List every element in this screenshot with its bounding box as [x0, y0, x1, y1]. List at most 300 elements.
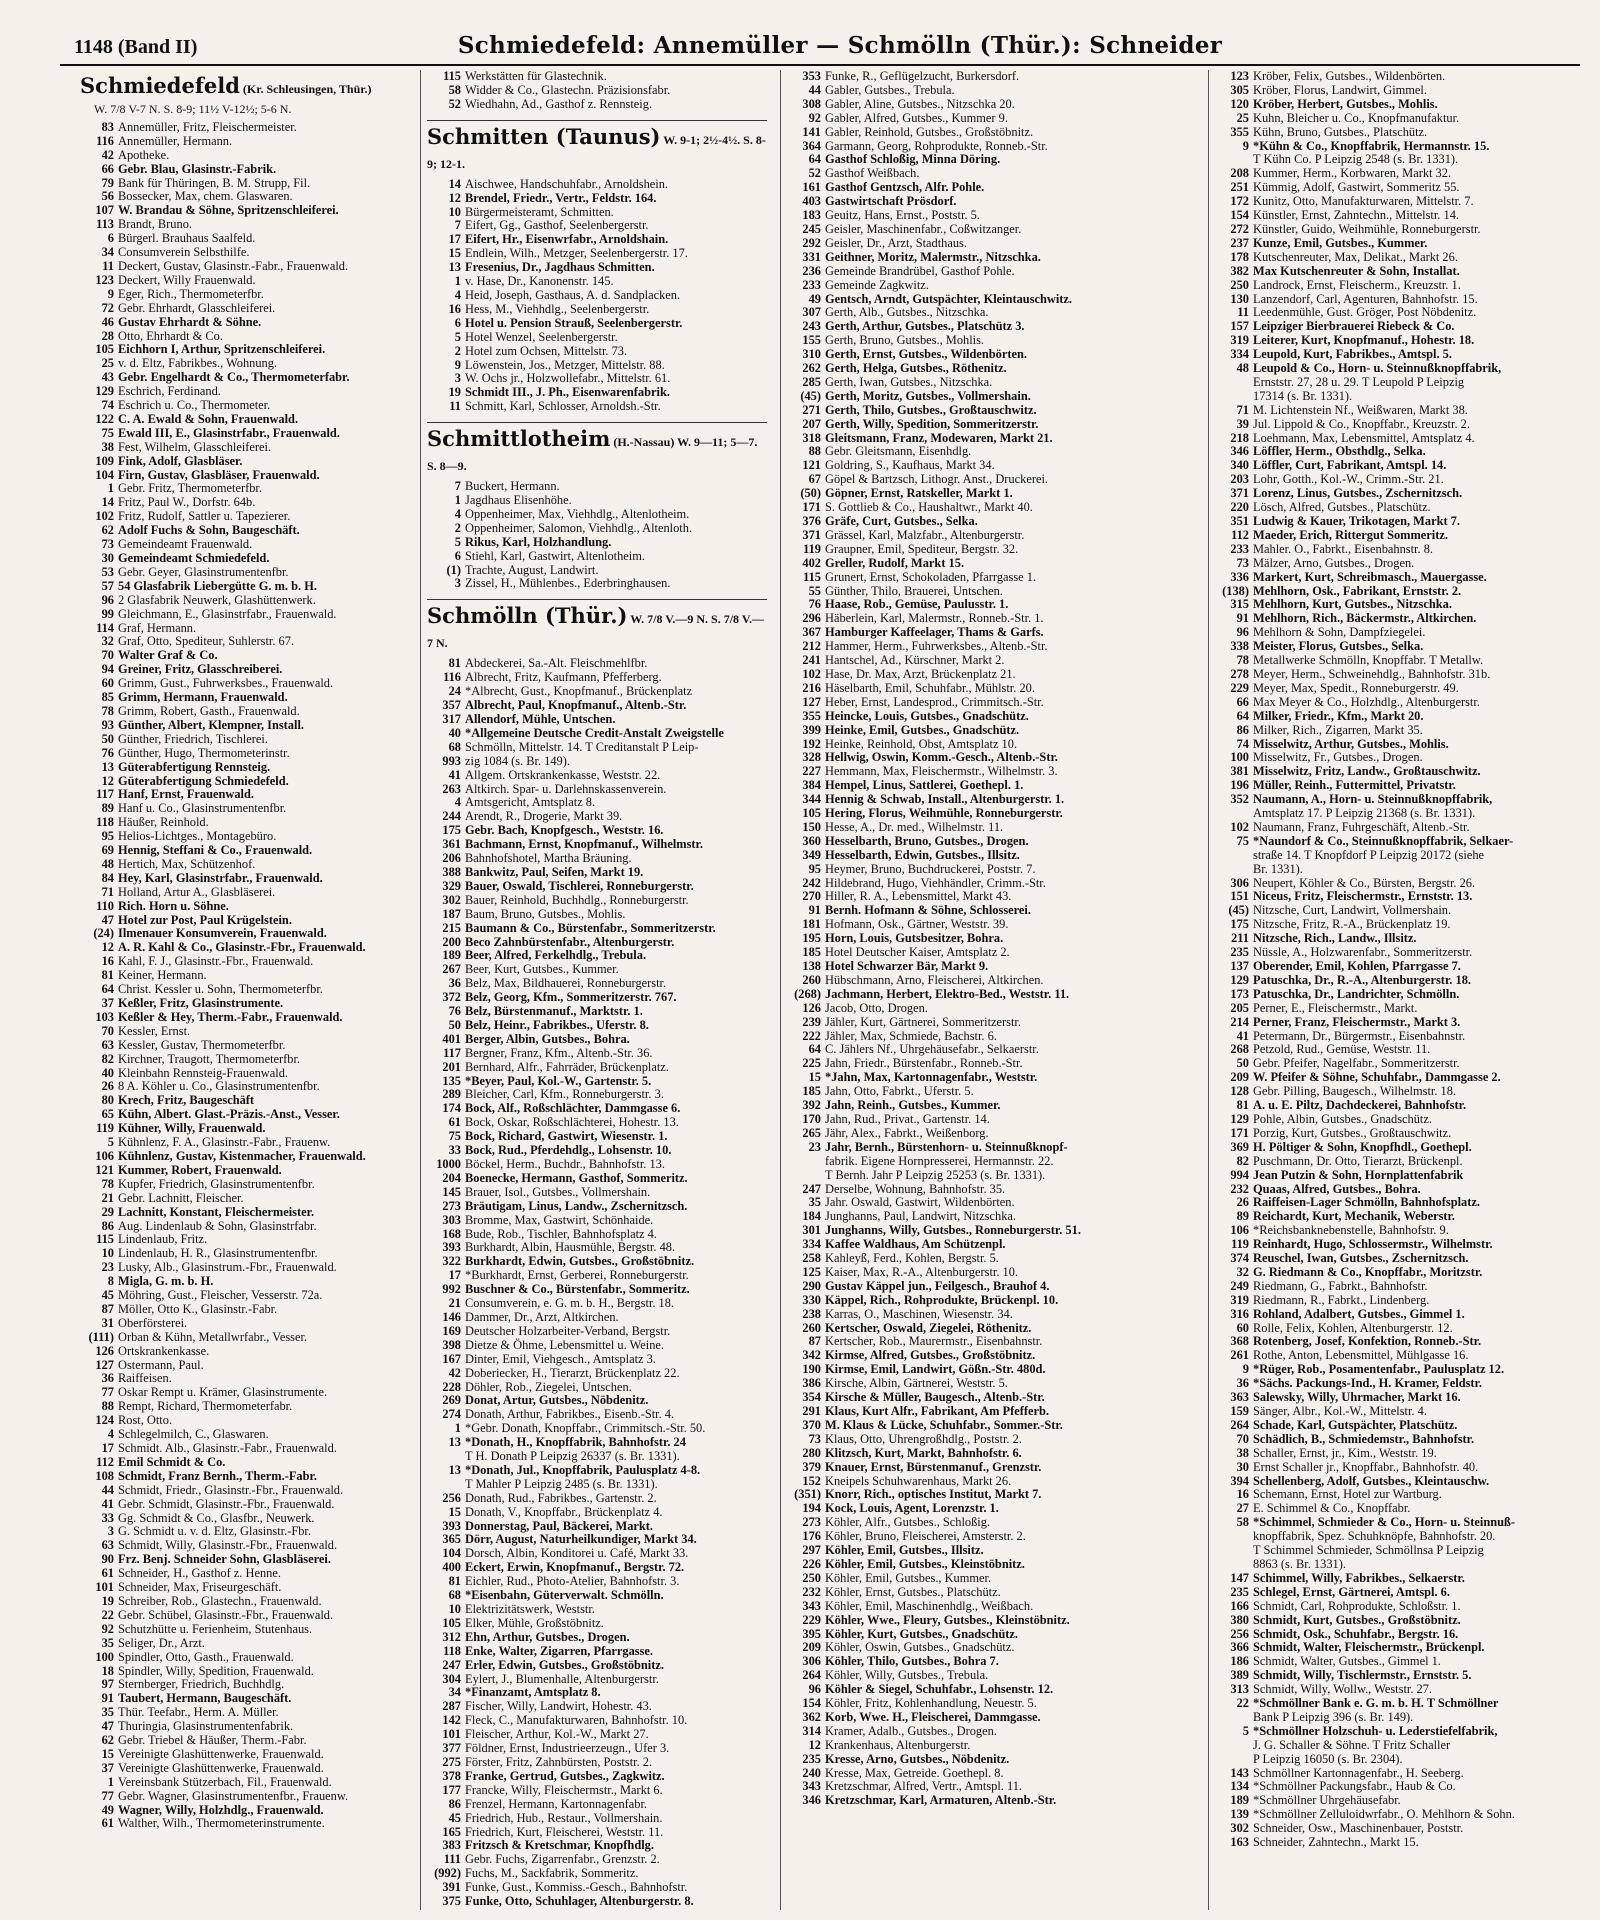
- list-item: [80, 455, 410, 469]
- list-item: [1215, 1628, 1581, 1642]
- entry-text: Landrock, Ernst, Fleischerm., Kreuzstr. 1.: [1253, 277, 1461, 292]
- entry-text: Schmitt, Karl, Schlosser, Arnoldsh.-Str.: [465, 399, 661, 414]
- phone-number: 58: [1236, 1515, 1249, 1530]
- phone-number: 12: [808, 1737, 821, 1752]
- phone-number: 121: [95, 1162, 114, 1177]
- phone-number: 30: [101, 551, 114, 565]
- entry-text: Hertich, Max, Schützenhof.: [118, 856, 256, 871]
- list-item: [427, 699, 767, 713]
- list-item: [787, 710, 1197, 724]
- list-item: [787, 724, 1197, 738]
- entry-text: Gemeinde Brandrübel, Gasthof Pohle.: [825, 263, 1015, 278]
- list-item: [427, 796, 767, 810]
- list-item: [80, 1053, 410, 1067]
- list-item: [427, 386, 767, 400]
- entry-text: Gerth, Bruno, Gutsbes., Mohlis.: [825, 333, 985, 348]
- entry-text: Gerth, Iwan, Gutsbes., Nitzschka.: [825, 374, 993, 389]
- entry-text: Kunitz, Otto, Manufakturwaren, Mittelstr. 7.: [1253, 194, 1474, 209]
- phone-number: 63: [101, 1037, 114, 1052]
- phone-number: 163: [1230, 1835, 1249, 1850]
- list-item: [427, 1770, 767, 1784]
- list-item: [1215, 1753, 1581, 1767]
- list-item: [1215, 432, 1581, 446]
- phone-number: 375: [442, 1894, 461, 1909]
- entry-text: Eschrich u. Co., Thermometer.: [118, 398, 271, 413]
- list-item: [1215, 765, 1581, 779]
- phone-number: 206: [442, 851, 461, 866]
- list-item: [80, 1817, 410, 1831]
- entry-text: Gebr. Pilling, Baugesch., Wilhelmstr. 18.: [1253, 1084, 1457, 1099]
- entry-text: Bleicher, Carl, Kfm., Ronneburgerstr. 3.: [465, 1087, 664, 1102]
- list-item: [427, 685, 767, 699]
- section-town-name: Schmiedefeld: [80, 73, 240, 98]
- list-item: [1215, 1308, 1581, 1322]
- list-item: [427, 494, 767, 508]
- phone-number: 91: [808, 903, 821, 918]
- phone-number: 71: [101, 884, 114, 899]
- phone-number: 49: [808, 291, 821, 306]
- phone-number: 208: [1230, 166, 1249, 181]
- entry-text: Kröber, Florus, Landwirt, Gimmel.: [1253, 82, 1427, 97]
- phone-number: 111: [443, 1852, 461, 1867]
- entry-text: *Naundorf & Co., Steinnußknopffabrik, Selkaer-: [1253, 833, 1514, 848]
- entry-text: Eschrich, Ferdinand.: [118, 384, 221, 399]
- phone-number: 3: [107, 1524, 114, 1539]
- list-item: [80, 1428, 410, 1442]
- entry-text: Milker, Friedr., Kfm., Markt 20.: [1253, 708, 1424, 723]
- phone-number: 170: [802, 1111, 821, 1126]
- list-item: [427, 192, 767, 206]
- list-item: [787, 821, 1197, 835]
- phone-number: 91: [101, 1691, 114, 1706]
- entry-text: Eichhorn I, Arthur, Spritzenschleiferei.: [118, 342, 326, 357]
- entry-text: knopffabrik, Spez. Schuhknöpfe, Bahnhofstr. 20.: [1253, 1529, 1496, 1544]
- list-item: [427, 1367, 767, 1381]
- phone-number: 313: [1230, 1682, 1249, 1697]
- phone-number: 377: [442, 1741, 461, 1756]
- entry-text: Firn, Gustav, Glasbläser, Frauenwald.: [118, 467, 320, 482]
- list-item: [80, 1553, 410, 1567]
- phone-number: 66: [101, 161, 114, 176]
- phone-number: 145: [442, 1184, 461, 1199]
- list-item: [1215, 390, 1581, 404]
- list-item: [1215, 1002, 1581, 1016]
- list-item: [427, 1895, 767, 1909]
- list-item: [787, 557, 1197, 571]
- phone-number: 6: [454, 548, 461, 563]
- phone-number: 70: [101, 648, 114, 663]
- entry-text: Gebr. Fuchs, Zigarrenfabr., Grenzstr. 2.: [465, 1852, 660, 1867]
- phone-number: 334: [1230, 347, 1249, 362]
- list-item: [427, 400, 767, 414]
- list-item: [787, 84, 1197, 98]
- entry-text: Schmidt, Willy, Wollw., Weststr. 27.: [1253, 1682, 1433, 1697]
- phone-number: 13: [448, 1435, 461, 1450]
- phone-number: 43: [101, 370, 114, 385]
- entry-text: Enke, Walter, Zigarren, Pfarrgasse.: [465, 1643, 654, 1658]
- entry-text: Schneider, H., Gasthof z. Henne.: [118, 1566, 281, 1581]
- entry-text: Donnerstag, Paul, Bäckerei, Markt.: [465, 1518, 654, 1533]
- entry-text: Lorenz, Linus, Gutsbes., Zschernitzsch.: [1253, 486, 1463, 501]
- entry-text: Gerth, Moritz, Gutsbes., Vollmershain.: [825, 388, 1031, 403]
- list-item: [1215, 1669, 1581, 1683]
- phone-number: 83: [101, 119, 114, 134]
- entry-text: Friedrich, Hub., Restaur., Vollmershain.: [465, 1810, 663, 1825]
- list-item: [427, 1575, 767, 1589]
- phone-number: 267: [442, 962, 461, 977]
- list-item: [787, 585, 1197, 599]
- phone-number: 96: [1236, 625, 1249, 640]
- list-item: [1215, 1822, 1581, 1836]
- list-item: [1215, 1697, 1581, 1711]
- list-item: [80, 997, 410, 1011]
- list-item: [787, 1224, 1197, 1238]
- phone-number: 303: [442, 1212, 461, 1227]
- phone-number: (138): [1222, 583, 1249, 598]
- entry-text: 8 A. Köhler u. Co., Glasinstrumentenfbr.: [118, 1079, 320, 1094]
- phone-number: 232: [802, 1584, 821, 1599]
- entry-text: Otto, Ehrhardt & Co.: [118, 328, 223, 343]
- list-item: [1215, 223, 1581, 237]
- phone-number: 106: [95, 1148, 114, 1163]
- phone-number: 78: [101, 703, 114, 718]
- list-item: [1215, 1016, 1581, 1030]
- phone-number: 137: [1230, 959, 1249, 973]
- entry-text: Hildebrand, Hugo, Viehhändler, Crimm.-Str.: [825, 875, 1046, 890]
- phone-number: 37: [101, 1760, 114, 1775]
- phone-number: 94: [101, 662, 114, 677]
- list-item: [80, 427, 410, 441]
- list-item: [787, 1155, 1197, 1169]
- entry-text: Schreiber, Rob., Glastechn., Frauenwald.: [118, 1593, 322, 1608]
- list-item: [80, 622, 410, 636]
- entry-text: Altkirch. Spar- u. Darlehnskassenverein.: [465, 781, 667, 796]
- phone-number: 368: [1230, 1334, 1249, 1349]
- list-item: [787, 1099, 1197, 1113]
- list-item: [427, 508, 767, 522]
- phone-number: 89: [101, 801, 114, 816]
- list-item: [427, 84, 767, 98]
- list-item: [80, 1206, 410, 1220]
- phone-number: 4: [107, 1427, 114, 1442]
- list-item: [80, 1136, 410, 1150]
- phone-number: 398: [442, 1337, 461, 1352]
- entry-text: v. d. Eltz, Fabrikbes., Wohnung.: [118, 356, 278, 371]
- phone-number: 239: [802, 1014, 821, 1029]
- phone-number: 175: [442, 823, 461, 838]
- phone-number: 241: [802, 653, 821, 668]
- phone-number: 262: [802, 361, 821, 376]
- list-item: [1215, 779, 1581, 793]
- list-item: [427, 977, 767, 991]
- list-item: [787, 1308, 1197, 1322]
- list-item: [1215, 1196, 1581, 1210]
- phone-number: 395: [802, 1626, 821, 1641]
- phone-number: 342: [802, 1348, 821, 1363]
- entry-text: Eifert, Gg., Gasthof, Seelenbergerstr.: [465, 218, 649, 233]
- list-item: [427, 1645, 767, 1659]
- list-item: [787, 306, 1197, 320]
- phone-number: 216: [802, 680, 821, 695]
- list-item: [80, 232, 410, 246]
- phone-number: 340: [1230, 458, 1249, 473]
- list-item: [1215, 70, 1581, 84]
- entry-text: Ernst Schaller jr., Knopffabr., Bahnhofstr. 40.: [1253, 1459, 1479, 1474]
- list-item: [427, 331, 767, 345]
- phone-number: 154: [802, 1696, 821, 1711]
- entry-text: Funke, Otto, Schuhlager, Altenburgerstr. 8.: [465, 1894, 694, 1909]
- entry-text: Salewsky, Willy, Uhrmacher, Markt 16.: [1253, 1390, 1461, 1405]
- entry-text: Buschner & Co., Bürstenfabr., Sommeritz.: [465, 1282, 690, 1297]
- phone-number: 25: [1236, 110, 1249, 125]
- entry-text: Consumverein, e. G. m. b. H., Bergstr. 18.: [465, 1296, 675, 1311]
- list-item: [1215, 974, 1581, 988]
- entry-text: Amtsgericht, Amtsplatz 8.: [465, 795, 596, 810]
- phone-number: 40: [448, 725, 461, 740]
- entry-text: Dörr, August, Naturheilkundiger, Markt 34.: [465, 1532, 697, 1547]
- entry-text: v. Hase, Dr., Kanonenstr. 145.: [465, 274, 614, 289]
- entry-text: Migla, G. m. b. H.: [118, 1274, 214, 1289]
- phone-number: 116: [443, 670, 461, 685]
- phone-number: 114: [96, 620, 114, 635]
- list-item: [787, 348, 1197, 362]
- entry-text: Allgem. Ortskrankenkasse, Weststr. 22.: [465, 767, 661, 782]
- list-item: [1215, 1488, 1581, 1502]
- entry-text: Thuringia, Glasinstrumentenfabrik.: [118, 1719, 294, 1734]
- list-item: [787, 1655, 1197, 1669]
- entry-text: T Bernh. Jahr P Leipzig 25253 (s. Br. 1331).: [825, 1167, 1046, 1182]
- entry-text: Donath, V., Knopffabr., Brückenplatz 4.: [465, 1504, 663, 1519]
- list-item: [1215, 181, 1581, 195]
- phone-number: 384: [802, 778, 821, 793]
- list-item: [427, 922, 767, 936]
- phone-number: 256: [442, 1490, 461, 1505]
- list-item: [1215, 1266, 1581, 1280]
- entry-text: Nitzsche, Rich., Landw., Illsitz.: [1253, 931, 1417, 946]
- phone-number: 123: [95, 272, 114, 287]
- list-item: [427, 1297, 767, 1311]
- phone-number: 222: [802, 1028, 821, 1043]
- list-item: [1215, 1586, 1581, 1600]
- entry-text: Jean Putzin & Sohn, Hornplattenfabrik: [1253, 1167, 1464, 1182]
- entry-text: Vereinsbank Stützerbach, Fil., Frauenwald.: [118, 1774, 332, 1789]
- list-item: [427, 1311, 767, 1325]
- list-item: [787, 1113, 1197, 1127]
- list-item: [80, 163, 410, 177]
- list-item: [787, 1488, 1197, 1502]
- phone-number: 366: [1230, 1640, 1249, 1655]
- list-item: [787, 863, 1197, 877]
- phone-number: 275: [442, 1754, 461, 1769]
- list-item: [80, 1080, 410, 1094]
- list-item: [1215, 1085, 1581, 1099]
- entry-text: Künstler, Guido, Weihmühle, Ronneburgerstr.: [1253, 221, 1481, 236]
- phone-number: 53: [101, 564, 114, 579]
- entry-text: Fleck, C., Manufakturwaren, Bahnhofstr. 10.: [465, 1713, 688, 1728]
- entry-text: Bock, Richard, Gastwirt, Wiesenstr. 1.: [465, 1129, 668, 1144]
- entry-text: zig 1084 (s. Br. 149).: [465, 753, 570, 768]
- list-item: [787, 1711, 1197, 1725]
- entry-text: *Donath, H., Knopffabrik, Bahnhofstr. 24: [465, 1435, 686, 1450]
- list-item: [80, 538, 410, 552]
- list-item: [80, 343, 410, 357]
- entry-text: Max Meyer & Co., Holzhdlg., Altenburgerstr.: [1253, 694, 1480, 709]
- phone-number: 15: [448, 1504, 461, 1519]
- entry-text: Schade, Karl, Gutspächter, Platschütz.: [1253, 1417, 1458, 1432]
- entry-text: Sänger, Albr., Kol.-W., Mittelstr. 4.: [1253, 1404, 1427, 1418]
- phone-number: 207: [802, 416, 821, 431]
- list-item: [1215, 445, 1581, 459]
- entry-text: Bernhard, Alfr., Fahrräder, Brückenplatz.: [465, 1059, 669, 1074]
- entry-text: Leupold & Co., Horn- u. Steinnußknopffabrik,: [1253, 361, 1502, 376]
- list-item: [787, 376, 1197, 390]
- entry-text: Gerth, Thilo, Gutsbes., Großtauschwitz.: [825, 402, 1037, 417]
- phone-number: 126: [802, 1000, 821, 1015]
- list-item: [427, 1853, 767, 1867]
- list-item: [427, 1422, 767, 1436]
- list-item: [80, 385, 410, 399]
- phone-number: 272: [1230, 221, 1249, 236]
- phone-number: (268): [794, 986, 821, 1001]
- phone-number: (111): [88, 1329, 114, 1344]
- entry-text: Deutscher Holzarbeiter-Verband, Bergstr.: [465, 1323, 671, 1338]
- entry-text: *Beyer, Paul, Kol.-W., Gartenstr. 5.: [465, 1073, 652, 1088]
- phone-number: 67: [808, 472, 821, 487]
- entry-text: Bürgermeisteramt, Schmitten.: [465, 204, 614, 219]
- list-item: [1215, 167, 1581, 181]
- entry-text: Gerth, Willy, Spedition, Sommeritzerstr.: [825, 416, 1039, 431]
- phone-number: 245: [802, 221, 821, 236]
- phone-number: 186: [1230, 1654, 1249, 1669]
- list-item: [427, 178, 767, 192]
- list-item: [80, 177, 410, 191]
- list-item: [427, 536, 767, 550]
- entry-text: Keßler & Hey, Therm.-Fabr., Frauenwald.: [118, 1009, 343, 1024]
- list-item: [787, 237, 1197, 251]
- phone-number: 258: [802, 1251, 821, 1266]
- phone-number: 318: [802, 430, 821, 445]
- entry-text: Markert, Kurt, Schreibmasch., Mauergasse.: [1253, 569, 1487, 584]
- entry-text: Jahn, Reinh., Gutsbes., Kummer.: [825, 1098, 1001, 1113]
- list-item: [80, 649, 410, 663]
- phone-number: 116: [96, 133, 114, 148]
- entry-text: Bank P Leipzig 396 (s. Br. 149).: [1253, 1709, 1414, 1724]
- entry-text: Perner, Franz, Fleischermstr., Markt 3.: [1253, 1014, 1461, 1029]
- list-item: [1215, 710, 1581, 724]
- list-item: [427, 522, 767, 536]
- entry-text: Raiffeisen.: [118, 1371, 172, 1386]
- phone-number: 96: [101, 592, 114, 607]
- list-item: [1215, 473, 1581, 487]
- entry-text: Güterabfertigung Rennsteig.: [118, 759, 271, 774]
- phone-number: 349: [802, 847, 821, 862]
- phone-number: 236: [802, 263, 821, 278]
- phone-number: 211: [1231, 931, 1249, 946]
- phone-number: 120: [1230, 96, 1249, 111]
- phone-number: 360: [802, 833, 821, 848]
- entry-text: Bernh. Hofmann & Söhne, Schlosserei.: [825, 903, 1031, 918]
- entry-text: W. Brandau & Söhne, Spritzenschleiferei.: [118, 203, 339, 218]
- list-item: [427, 98, 767, 112]
- phone-number: 35: [101, 1705, 114, 1720]
- entry-text: *Finanzamt, Amtsplatz 8.: [465, 1685, 601, 1700]
- entry-text: Rempt, Richard, Thermometerfabr.: [118, 1399, 293, 1414]
- phone-number: 376: [802, 514, 821, 528]
- phone-number: 9: [454, 357, 461, 372]
- list-item: [80, 1637, 410, 1651]
- entry-text: Schellenberg, Adolf, Gutsbes., Kleintauschw.: [1253, 1473, 1490, 1488]
- phone-number: 95: [101, 829, 114, 844]
- list-item: [787, 779, 1197, 793]
- phone-number: 330: [802, 1292, 821, 1307]
- entry-text: Walter Graf & Co.: [118, 648, 218, 663]
- list-item: [1215, 821, 1581, 835]
- entry-text: Dammer, Dr., Arzt, Altkirchen.: [465, 1309, 619, 1324]
- page-title: Schmiedefeld: Annemüller — Schmölln (Thür.): Schneider: [457, 32, 1223, 59]
- entry-text: Greller, Rudolf, Markt 15.: [825, 555, 965, 570]
- entry-text: Funke, Gust., Kommiss.-Gesch., Bahnhofstr.: [465, 1880, 688, 1895]
- entry-text: Christ. Kessler u. Sohn, Thermometerfbr.: [118, 982, 323, 997]
- list-item: [427, 1881, 767, 1895]
- list-item: [1215, 237, 1581, 251]
- list-item: [787, 334, 1197, 348]
- entry-text: *Sächs. Packungs-Ind., H. Kramer, Feldstr.: [1253, 1376, 1483, 1391]
- entry-text: Kresse, Arno, Gutsbes., Nöbdenitz.: [825, 1751, 1010, 1766]
- entry-text: Misselwitz, Fritz, Landw., Großtauschwitz.: [1253, 764, 1481, 779]
- entry-text: Donath, Rud., Fabrikbes., Gartenstr. 2.: [465, 1490, 657, 1505]
- list-item: [787, 849, 1197, 863]
- phone-number: 7: [454, 479, 461, 494]
- entry-text: Ehn, Arthur, Gutsbes., Drogen.: [465, 1629, 630, 1644]
- entry-text: Kretzschmar, Alfred, Vertr., Amtspl. 11.: [825, 1779, 1023, 1794]
- entry-text: Beer, Alfred, Ferkelhdlg., Trebula.: [465, 948, 647, 963]
- entry-text: Orban & Kühn, Metallwrfabr., Vesser.: [118, 1329, 308, 1344]
- phone-number: 86: [448, 1796, 461, 1811]
- phone-number: 344: [802, 792, 821, 807]
- entry-text: Gg. Schmidt & Co., Glasfbr., Neuwerk.: [118, 1510, 315, 1525]
- phone-number: 86: [1236, 722, 1249, 737]
- entry-text: Brandt, Bruno.: [118, 217, 192, 232]
- list-item: [80, 691, 410, 705]
- phone-number: 386: [802, 1376, 821, 1391]
- column-2: [420, 70, 767, 1910]
- list-item: [80, 955, 410, 969]
- entry-text: Knauer, Ernst, Bürstenmanuf., Grenzstr.: [825, 1459, 1042, 1474]
- entry-text: Klitzsch, Kurt, Markt, Bahnhofstr. 6.: [825, 1445, 1022, 1460]
- list-item: [427, 1506, 767, 1520]
- phone-number: 13: [448, 260, 461, 275]
- phone-number: 81: [448, 1574, 461, 1589]
- phone-number: 44: [101, 1482, 114, 1497]
- entry-text: Schneider, Max, Friseurgeschäft.: [118, 1580, 282, 1595]
- list-item: [787, 251, 1197, 265]
- list-item: [80, 747, 410, 761]
- entry-text: Rolle, Felix, Kohlen, Altenburgerstr. 12.: [1253, 1320, 1453, 1335]
- list-item: [427, 963, 767, 977]
- list-item: [427, 1381, 767, 1395]
- phone-number: 192: [802, 736, 821, 751]
- phone-number: (351): [794, 1487, 821, 1502]
- list-item: [80, 357, 410, 371]
- list-item: [1215, 126, 1581, 140]
- section-heading: [80, 74, 410, 101]
- list-item: [787, 418, 1197, 432]
- entry-text: Meyer, Max, Spedit., Ronneburgerstr. 49.: [1253, 680, 1459, 695]
- entry-text: Heber, Ernst, Landesprod., Crimmitsch.-Str.: [825, 694, 1044, 709]
- phone-number: 41: [448, 767, 461, 782]
- phone-number: 233: [802, 277, 821, 292]
- phone-number: 154: [1230, 208, 1249, 223]
